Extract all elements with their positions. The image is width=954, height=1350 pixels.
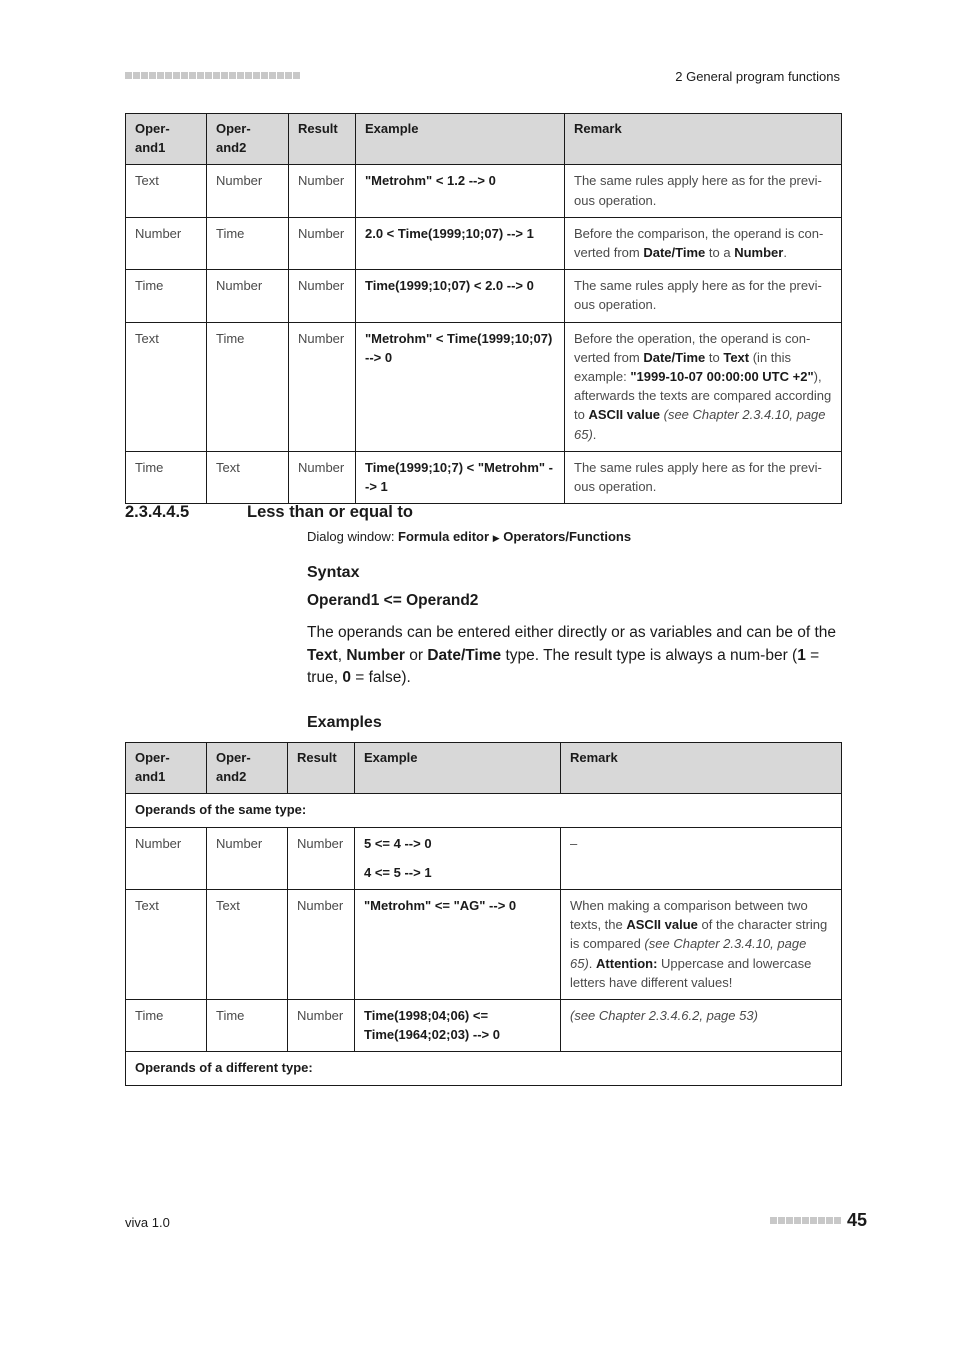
cell-remark: (see Chapter 2.3.4.6.2, page 53) (561, 1000, 842, 1052)
cell-operand1: Time (126, 1000, 207, 1052)
cell-result: Number (288, 890, 355, 1000)
cell-remark: When making a comparison between two texts, the ASCII value of the character string is compared (see Chapter 2.3.4.10, page 65). Attention: Uppercase and lowercase letters have different values! (561, 890, 842, 1000)
header-result: Result (288, 743, 355, 794)
cell-example: "Metrohm" < 1.2 --> 0 (356, 165, 565, 217)
cell-example: 2.0 < Time(1999;10;07) --> 1 (356, 217, 565, 269)
cell-example: 5 <= 4 --> 0 4 <= 5 --> 1 (355, 827, 561, 889)
cell-operand2: Number (207, 165, 289, 217)
table-header-row (126, 743, 842, 794)
section-number: 2.3.4.4.5 (125, 503, 190, 521)
cell-remark: The same rules apply here as for the previ-ous operation. (565, 270, 842, 322)
table-row (126, 165, 842, 217)
header-operand2: Oper- and2 (207, 114, 289, 165)
header-example: Example (356, 114, 565, 165)
table-row (126, 322, 842, 451)
section-row-different-type (126, 1052, 842, 1085)
header-operand2: Oper- and2 (207, 743, 288, 794)
cell-operand2: Time (207, 1000, 288, 1052)
cell-operand2: Time (207, 217, 289, 269)
description-paragraph: The operands can be entered either directly or as variables and can be of the Text, Number or Date/Time type. The result type is always a num-ber (1 = true, 0 = false). (307, 624, 837, 686)
section-label: Operands of the same type: (126, 794, 842, 827)
chapter-header: 2 General program functions (675, 69, 840, 84)
cell-operand1: Text (126, 165, 207, 217)
cell-operand2: Number (207, 270, 289, 322)
cell-operand2: Text (207, 451, 289, 503)
table-row (126, 1000, 842, 1052)
table-row (126, 270, 842, 322)
table-row (126, 217, 842, 269)
header-remark: Remark (561, 743, 842, 794)
cell-example: Time(1998;04;06) <= Time(1964;02;03) --> 0 (355, 1000, 561, 1052)
page-number: 45 (846, 1210, 867, 1230)
header-remark: Remark (565, 114, 842, 165)
header-result: Result (289, 114, 356, 165)
footer-decoration (770, 1217, 841, 1224)
cell-result: Number (289, 322, 356, 451)
header-operand1: Oper- and1 (126, 743, 207, 794)
cell-example: "Metrohm" <= "AG" --> 0 (355, 890, 561, 1000)
footer-page (770, 1210, 867, 1231)
header-example: Example (355, 743, 561, 794)
cell-operand1: Text (126, 890, 207, 1000)
cell-operand2: Time (207, 322, 289, 451)
cell-operand1: Number (126, 217, 207, 269)
arrow-right-icon: ▶ (492, 533, 500, 543)
cell-result: Number (289, 217, 356, 269)
dialog-path: Dialog window: Formula editor ▶ Operators/Functions (307, 529, 632, 544)
header-decoration (125, 72, 300, 79)
table-header-row (126, 114, 842, 165)
footer-product: viva 1.0 (125, 1215, 170, 1230)
cell-operand2: Text (207, 890, 288, 1000)
section-row-same-type (126, 794, 842, 827)
examples-table-less-equal (125, 742, 842, 1086)
cell-remark: Before the operation, the operand is con-verted from Date/Time to Text (in this example: "1999-10-07 00:00:00 UTC +2"), afterwards the texts are compared according to ASCII value (see Chapter 2.3.4.10, page 65). (565, 322, 842, 451)
cell-remark: Before the comparison, the operand is con-verted from Date/Time to a Number. (565, 217, 842, 269)
cell-operand1: Number (126, 827, 207, 889)
syntax-expression: Operand1 <= Operand2 (307, 592, 479, 609)
section-title: Less than or equal to (247, 503, 413, 521)
table-row (126, 827, 842, 889)
cell-operand1: Text (126, 322, 207, 451)
cell-remark: The same rules apply here as for the previ-ous operation. (565, 451, 842, 503)
header-operand1: Oper- and1 (126, 114, 207, 165)
cell-result: Number (288, 827, 355, 889)
syntax-heading: Syntax (307, 564, 360, 581)
cell-result: Number (289, 270, 356, 322)
cell-result: Number (288, 1000, 355, 1052)
examples-heading: Examples (307, 714, 382, 731)
cell-operand1: Time (126, 451, 207, 503)
cell-remark: The same rules apply here as for the previ-ous operation. (565, 165, 842, 217)
cell-example: Time(1999;10;7) < "Metrohm" --> 1 (356, 451, 565, 503)
cell-result: Number (289, 165, 356, 217)
cell-example: "Metrohm" < Time(1999;10;07) --> 0 (356, 322, 565, 451)
cell-remark: – (561, 827, 842, 889)
cell-example: Time(1999;10;07) < 2.0 --> 0 (356, 270, 565, 322)
comparison-table-less-than (125, 113, 842, 504)
cell-result: Number (289, 451, 356, 503)
cell-operand2: Number (207, 827, 288, 889)
table-row (126, 890, 842, 1000)
table-row (126, 451, 842, 503)
cell-operand1: Time (126, 270, 207, 322)
section-label: Operands of a different type: (126, 1052, 842, 1085)
